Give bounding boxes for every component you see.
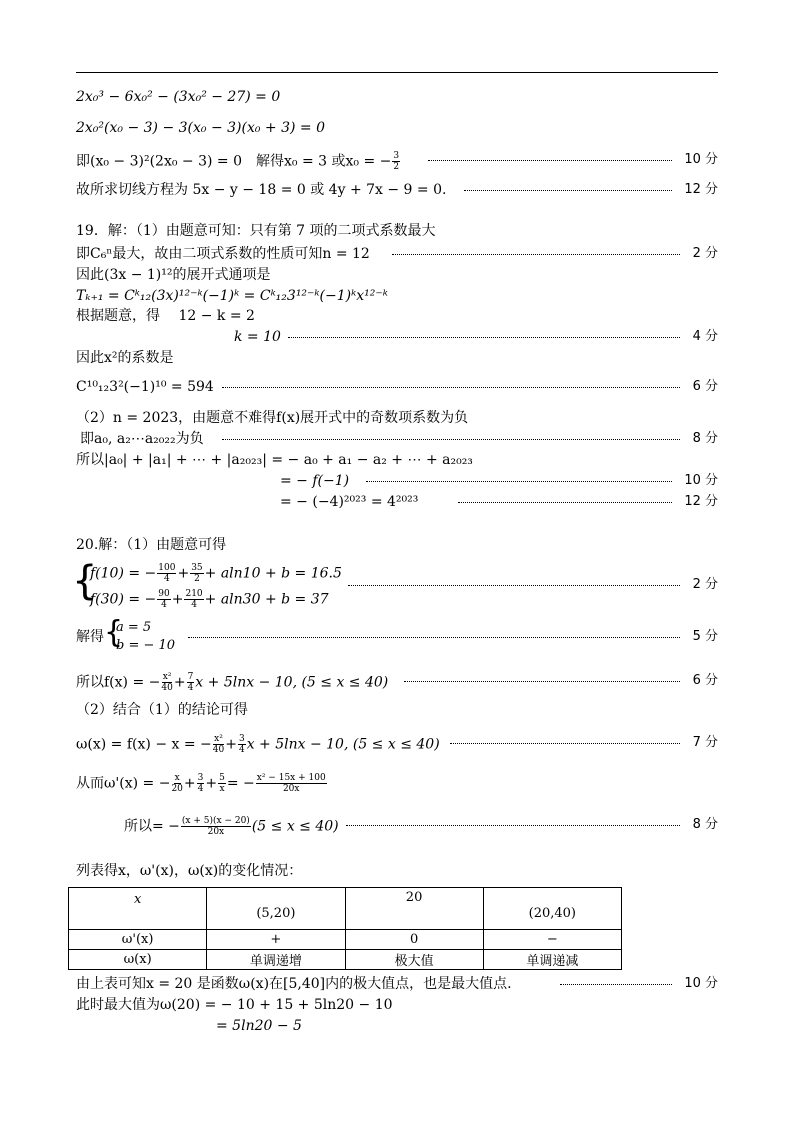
q18-line-2: 2x₀²(x₀ − 3) − 3(x₀ − 3)(x₀ + 3) = 0 <box>76 120 326 136</box>
score: 7 分 <box>692 735 718 750</box>
q20-conclusion-3: = 5ln20 − 5 <box>216 1018 302 1034</box>
q20-solve-a: a = 5 <box>116 620 152 635</box>
score: 12 分 <box>684 182 718 197</box>
table-row <box>69 930 622 950</box>
table-cell: (20,40) <box>483 888 621 930</box>
q18-line-4: 故所求切线方程为 5x − y − 18 = 0 或 4y + 7x − 9 = 0. 12 分 <box>76 182 718 198</box>
solve-brace: { <box>104 615 124 650</box>
q20-solve: 解得 5 分 <box>76 629 718 645</box>
q20-eq-2: f(30) = − $\frac{90}{4}$ + $\frac{210}{4}$ + aln30 + b = 37 <box>90 589 329 610</box>
q20-conclusion-2: 此时最大值为ω(20) = − 10 + 15 + 5ln20 − 10 <box>76 997 393 1013</box>
q19-part2-line-e: = − (−4)²⁰²³ = 4²⁰²³ 12 分 <box>280 494 718 510</box>
score: 8 分 <box>692 817 718 832</box>
q19-part2-line-d: = − f(−1) 10 分 <box>280 473 718 489</box>
score: 4 分 <box>692 329 718 344</box>
score: 2 分 <box>692 577 718 592</box>
q19-line-7: C¹⁰₁₂3²(−1)¹⁰ = 594 6 分 <box>76 379 718 395</box>
score: 6 分 <box>692 379 718 394</box>
q19-line-2: 因此(3x − 1)¹²的展开式通项是 <box>76 267 271 283</box>
score: 5 分 <box>692 629 718 644</box>
table-header-row <box>69 888 622 930</box>
table-cell: 单调递减 <box>483 950 621 970</box>
q19-heading: 19．解：（1）由题意可知：只有第 7 项的二项式系数最大 <box>76 223 436 239</box>
table-cell: ω'(x) <box>69 930 207 950</box>
q20-heading: 20.解：（1）由题意可得 <box>76 537 227 553</box>
table-cell: + <box>207 930 345 950</box>
q19-line-6: 因此x²的系数是 <box>76 350 174 366</box>
score: 2 分 <box>692 246 718 261</box>
table-cell: 极大值 <box>345 950 483 970</box>
table-cell: 0 <box>345 930 483 950</box>
system-brace: { <box>72 558 98 604</box>
table-cell: 单调递增 <box>207 950 345 970</box>
q20-fx: 所以f(x) = − $\frac{\text{x²}}{40}$ + $\frac{7}{4}$ x + 5lnx − 10, (5 ≤ x ≤ 40) 6 分 <box>76 672 718 693</box>
q19-line-1: 即C₆ⁿ最大，故由二项式系数的性质可知n = 12 2 分 <box>76 246 718 262</box>
q20-table-intro: 列表得x，ω'(x)，ω(x)的变化情况： <box>76 863 303 879</box>
q19-part2-line-b: 即a₀, a₂⋯a₂₀₂₂为负 8 分 <box>80 431 718 447</box>
header-rule <box>76 72 718 73</box>
q20-eq-1: f(10) = − $\frac{100}{4}$ + $\frac{35}{2}$ + aln10 + b = 16.5 <box>90 563 342 584</box>
q20-omega: ω(x) = f(x) − x = − $\frac{\text{x²}}{40}$ + $\frac{3}{4}$ x + 5lnx − 10, (5 ≤ x ≤ 40) 7 分 <box>76 734 718 755</box>
table-cell: − <box>483 930 621 950</box>
q20-solve-b: b = − 10 <box>116 638 176 653</box>
q19-line-3: Tₖ₊₁ = Cᵏ₁₂(3x)¹²⁻ᵏ(−1)ᵏ = Cᵏ₁₂3¹²⁻ᵏ(−1)ᵏx¹²⁻ᵏ <box>76 288 388 304</box>
q20-part2: （2）结合（1）的结论可得 <box>76 702 248 718</box>
table-cell: x <box>69 888 207 930</box>
table-row <box>69 950 622 970</box>
score: 10 分 <box>684 976 718 991</box>
table-cell: (5,20) <box>207 888 345 930</box>
q18-line-3: 即(x₀ − 3)²(2x₀ − 3) = 0 解得x₀ = 3 或x₀ = − $\frac{3}{2}$ 10 分 <box>76 151 718 172</box>
score: 6 分 <box>692 673 718 688</box>
q19-part2: （2）n = 2023，由题意不难得f(x)展开式中的奇数项系数为负 <box>76 410 469 426</box>
table-cell: ω(x) <box>69 950 207 970</box>
score: 8 分 <box>692 431 718 446</box>
score: 12 分 <box>684 494 718 509</box>
q20-conclusion-1: 由上表可知x = 20 是函数ω(x)在[5,40]内的极大值点，也是最大值点. 10 分 <box>76 976 718 992</box>
variation-table <box>68 887 622 970</box>
q19-line-4: 根据题意，得 12 − k = 2 <box>76 308 255 324</box>
q19-line-5: k = 10 4 分 <box>234 329 718 345</box>
q18-line-1: 2x₀³ − 6x₀² − (3x₀² − 27) = 0 <box>76 89 281 105</box>
score: 10 分 <box>684 473 718 488</box>
q19-part2-line-c: 所以|a₀| + |a₁| + ⋯ + |a₂₀₂₃| = − a₀ + a₁ − a₂ + ⋯ + a₂₀₂₃ <box>76 452 473 468</box>
q20-so: 所以= − $\frac{(x + 5)(x - 20)}{20x}$ (5 ≤ x ≤ 40) 8 分 <box>124 816 718 837</box>
table-cell: 20 <box>345 888 483 930</box>
q20-derivative: 从而ω'(x) = − $\frac{x}{20}$ + $\frac{3}{4}$ + $\frac{5}{x}$ = − $\frac{\text{x² − 15x + 100}}{20x}$ <box>76 773 326 794</box>
score: 10 分 <box>684 152 718 167</box>
